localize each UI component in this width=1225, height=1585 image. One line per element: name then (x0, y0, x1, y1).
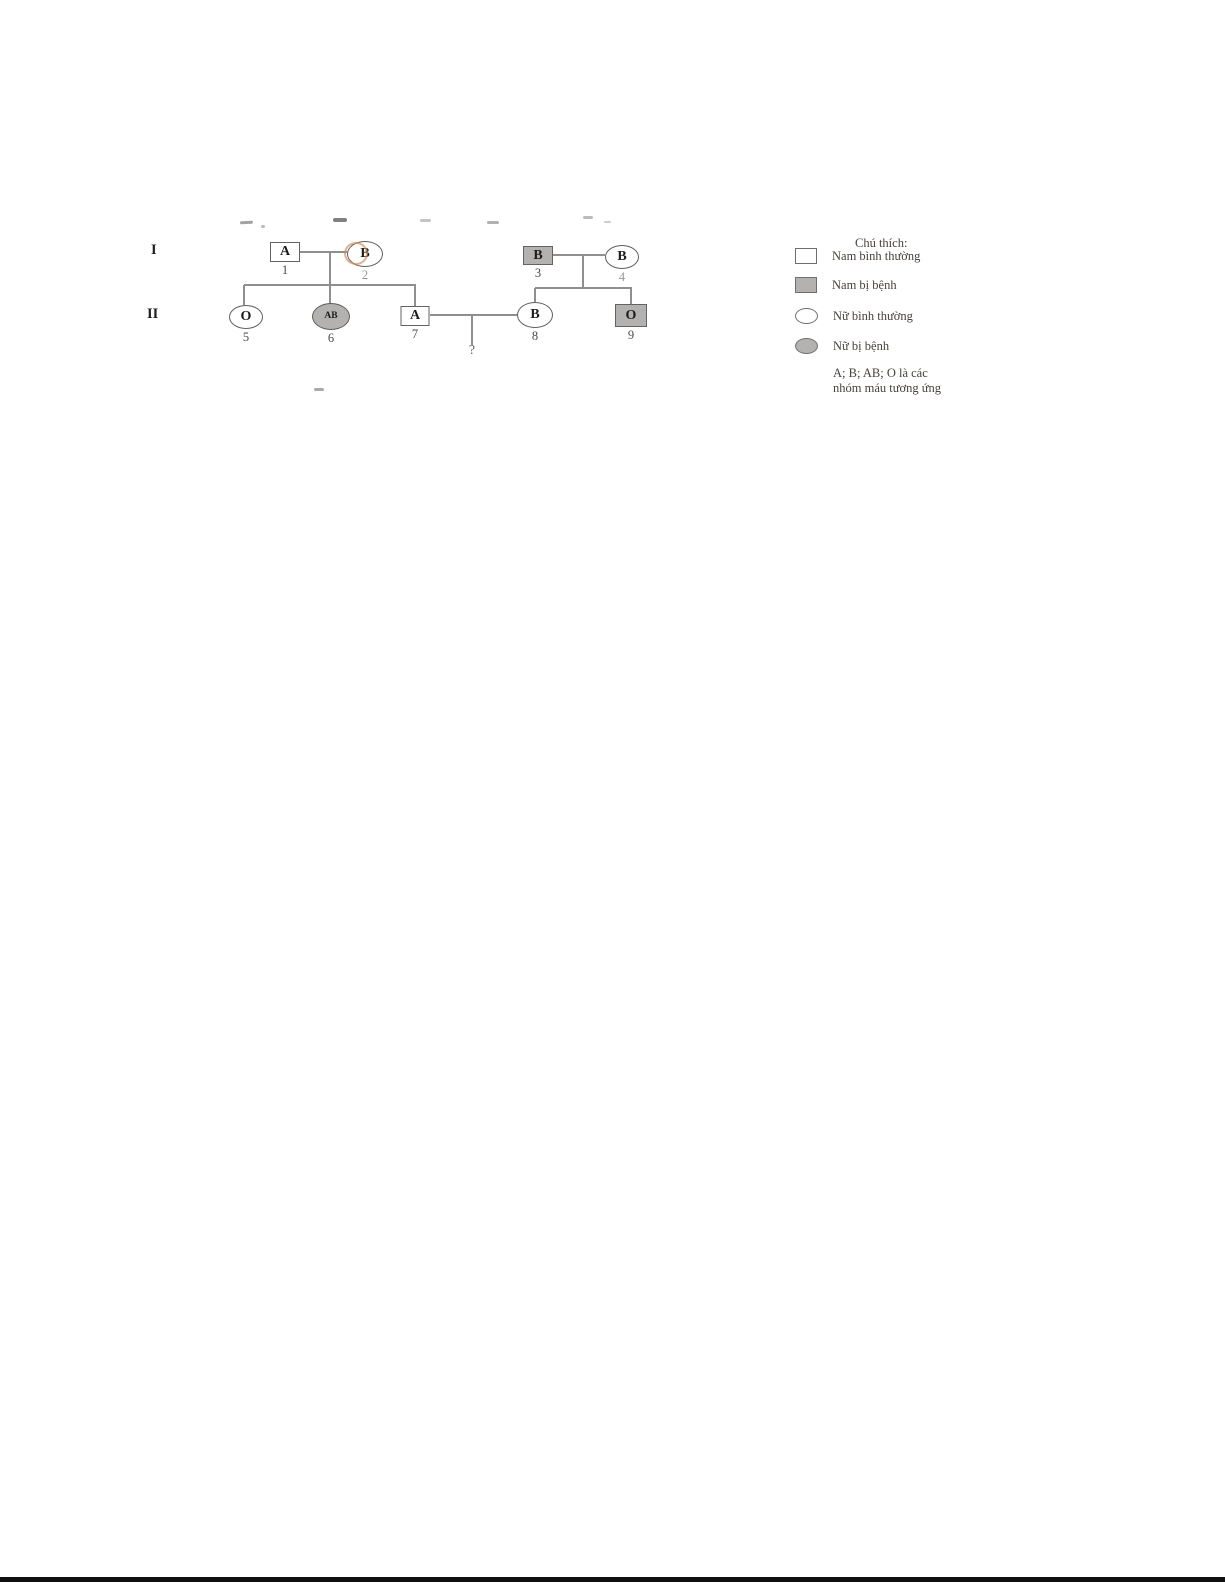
scan-artifact (261, 225, 265, 228)
person-3-number: 3 (534, 266, 542, 280)
person-4-blood-type: B (617, 249, 627, 264)
descent-line-1-2 (329, 252, 331, 304)
person-7-blood-type: A (409, 308, 421, 323)
scan-artifact (314, 388, 324, 391)
marriage-line-7-8 (430, 314, 517, 316)
highlight-ring (344, 242, 368, 265)
person-6-number: 6 (327, 331, 335, 345)
person-4-female-symbol (605, 245, 639, 269)
person-1 (270, 242, 300, 277)
scan-artifact (420, 219, 431, 222)
legend-title: Chú thích: (855, 236, 908, 250)
person-9 (615, 304, 647, 342)
legend-item-normal-female (795, 308, 913, 324)
person-8-blood-type: B (530, 307, 540, 322)
person-1-number: 1 (281, 263, 289, 277)
empty-circle-icon (795, 308, 818, 324)
scan-artifact (604, 221, 611, 223)
person-7 (401, 306, 430, 341)
legend-item-label: Nữ bình thường (833, 308, 913, 323)
person-3-male-affected-symbol (523, 246, 553, 265)
empty-square-icon (795, 248, 817, 264)
sibship-line-1-2 (244, 284, 416, 286)
unknown-offspring-label: ? (468, 343, 476, 358)
legend-item-label: Nam bình thường (832, 248, 921, 263)
person-6 (312, 303, 350, 345)
person-7-male-symbol (401, 306, 430, 326)
blood-group-note-line1: A; B; AB; O là các (833, 366, 928, 380)
scan-artifact (583, 216, 593, 219)
generation-label-I: I (151, 242, 157, 258)
person-8-number: 8 (531, 329, 539, 343)
person-3-blood-type: B (533, 247, 543, 263)
person-5-number: 5 (242, 330, 250, 344)
legend-item-normal-male (795, 248, 920, 264)
person-5-blood-type: O (240, 309, 252, 324)
person-7-number: 7 (411, 327, 419, 341)
legend-item-affected-female (795, 338, 889, 354)
stub-line-7 (414, 285, 416, 306)
person-8 (517, 302, 553, 343)
scan-artifact (487, 221, 499, 224)
person-5-female-symbol (229, 305, 263, 329)
scan-artifact (240, 221, 253, 225)
person-2-number: 2 (361, 268, 369, 282)
person-9-number: 9 (627, 328, 635, 342)
person-4 (605, 245, 639, 284)
person-9-male-affected-symbol (615, 304, 647, 327)
scan-artifact (333, 218, 347, 222)
person-9-blood-type: O (625, 307, 637, 323)
person-6-female-affected-symbol (312, 303, 350, 330)
sibship-line-3-4 (535, 287, 632, 289)
legend-item-affected-male (795, 277, 897, 293)
person-2-blood-type: B (360, 246, 370, 261)
filled-circle-icon (795, 338, 818, 354)
person-1-blood-type: A (279, 244, 291, 259)
person-4-number: 4 (618, 270, 626, 284)
filled-square-icon (795, 277, 817, 293)
stub-line-8 (534, 288, 536, 302)
stub-line-9 (630, 288, 632, 304)
marriage-line-1-2 (300, 251, 347, 253)
descent-line-7-8 (471, 315, 473, 345)
person-8-female-symbol (517, 302, 553, 328)
marriage-line-3-4 (553, 254, 605, 256)
person-2-female-symbol (347, 241, 383, 267)
person-2 (347, 241, 383, 282)
page-bottom-border (0, 1577, 1225, 1582)
legend-item-label: Nam bị bệnh (832, 277, 897, 292)
blood-group-note-line2: nhóm máu tương ứng (833, 380, 942, 395)
stub-line-5 (243, 285, 245, 305)
person-6-blood-type: AB (324, 310, 338, 321)
descent-line-3-4 (582, 255, 584, 288)
person-3 (523, 246, 553, 280)
blood-group-note (833, 366, 941, 395)
legend-item-label: Nữ bị bệnh (833, 338, 890, 353)
person-1-male-symbol (270, 242, 300, 262)
person-5 (229, 305, 263, 344)
generation-label-II: II (147, 306, 159, 322)
